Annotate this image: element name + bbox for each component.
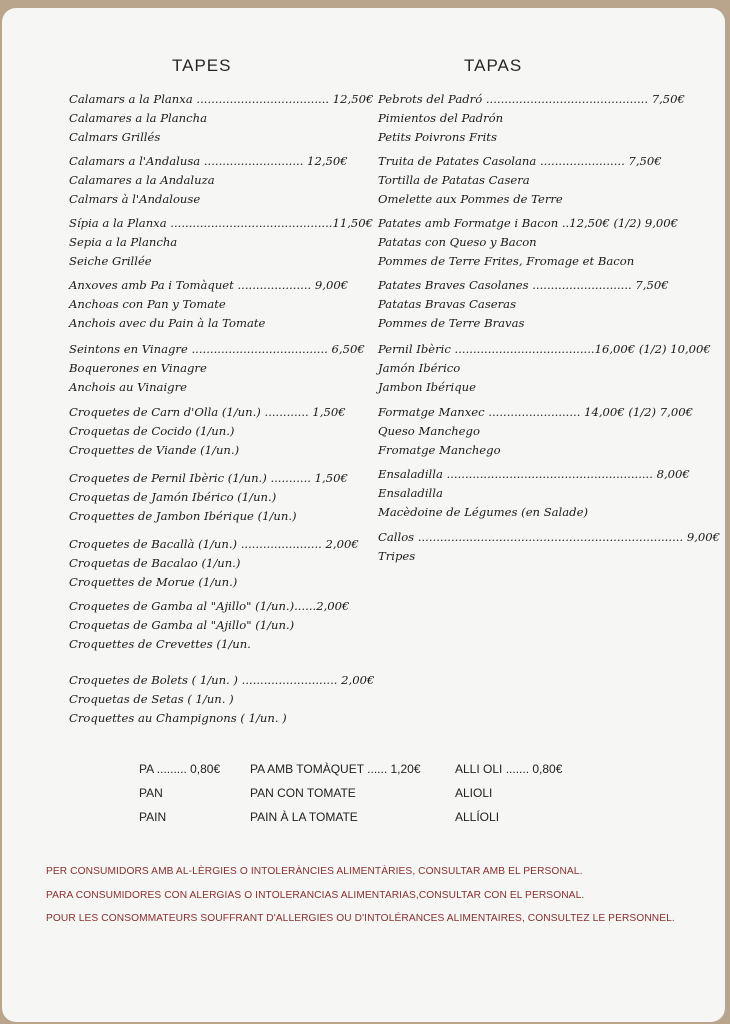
left-item: Croquetes de Pernil Ibèric (1/un.) ........... 1,50€ Croquetas de Jamón Ibérico (1/un.) Croquettes de Jambon Ibérique (1/un.) — [69, 471, 348, 523]
right-item: Pebrots del Padró ............................................ 7,50€ Pimientos del Padrón Petits Poivrons Frits — [378, 92, 685, 144]
right-item: Ensaladilla ........................................................ 8,00€ Ensaladilla Macèdoine de Légumes (en Salade) — [378, 467, 690, 519]
menu-sheet — [2, 8, 725, 1022]
right-item: Callos ........................................................................ 9,00€ Tripes — [378, 530, 721, 563]
right-item: Truita de Patates Casolana ....................... 7,50€ Tortilla de Patatas Casera Omelette aux Pommes de Terre — [378, 154, 662, 206]
left-item: Croquetes de Gamba al "Ajillo" (1/un.)......2,00€ Croquetas de Gamba al "Ajillo" (1/un.) Croquettes de Crevettes (1/un. — [69, 599, 350, 651]
allergy-note-ca: PER CONSUMIDORS AMB AL-LÈRGIES O INTOLERÀNCIES ALIMENTÀRIES, CONSULTAR AMB EL PERSONAL. — [46, 866, 583, 877]
header-tapes: TAPES — [172, 56, 232, 75]
left-item: Seintons en Vinagre ..................................... 6,50€ Boquerones en Vinagre Anchois au Vinaigre — [69, 342, 365, 394]
right-item: Pernil Ibèric ......................................16,00€ (1/2) 10,00€ Jamón Ibérico Jambon Ibérique — [378, 342, 711, 394]
bread-pa: PA ......... 0,80€ PAN PAIN — [139, 762, 221, 824]
left-item: Croquetes de Bolets ( 1/un. ) .......................... 2,00€ Croquetas de Setas ( 1/un. ) Croquettes au Champignons ( 1/un. ) — [69, 673, 375, 725]
allergy-note-fr: POUR LES CONSOMMATEURS SOUFFRANT D'ALLERGIES OU D'INTOLÉRANCES ALIMENTAIRES, CONSULTEZ LE PERSONNEL. — [46, 913, 675, 924]
left-item: Anxoves amb Pa i Tomàquet .................... 9,00€ Anchoas con Pan y Tomate Anchois avec du Pain à la Tomate — [69, 278, 349, 330]
bread-pa-tomaquet: PA AMB TOMÀQUET ...... 1,20€ PAN CON TOMATE PAIN À LA TOMATE — [250, 762, 421, 824]
right-item: Patates Braves Casolanes ........................... 7,50€ Patatas Bravas Caseras Pommes de Terre Bravas — [378, 278, 669, 330]
left-item: Croquetes de Carn d'Olla (1/un.) ............ 1,50€ Croquetas de Cocido (1/un.) Croquettes de Viande (1/un.) — [69, 405, 346, 457]
bread-allioli: ALLI OLI ....... 0,80€ ALIOLI ALLÍOLI — [455, 762, 563, 824]
left-item: Croquetes de Bacallà (1/un.) ...................... 2,00€ Croquetas de Bacalao (1/un.) Croquettes de Morue (1/un.) — [69, 537, 359, 589]
header-tapas: TAPAS — [464, 56, 523, 75]
left-item: Sípia a la Planxa ............................................11,50€ Sepia a la Plancha Seiche Grillée — [69, 216, 374, 268]
right-item: Patates amb Formatge i Bacon ..12,50€ (1/2) 9,00€ Patatas con Queso y Bacon Pommes de Terre Frites, Fromage et Bacon — [378, 216, 679, 268]
left-item: Calamars a la Planxa .................................... 12,50€ Calamares a la Plancha Calmars Grillés — [69, 92, 374, 144]
left-item: Calamars a l'Andalusa ........................... 12,50€ Calamares a la Andaluza Calmars à l'Andalouse — [69, 154, 348, 206]
right-item: Formatge Manxec ......................... 14,00€ (1/2) 7,00€ Queso Manchego Fromatge Manchego — [378, 405, 693, 457]
allergy-note-es: PARA CONSUMIDORES CON ALERGIAS O INTOLERANCIAS ALIMENTARIAS,CONSULTAR CON EL PERSONAL. — [46, 890, 585, 901]
